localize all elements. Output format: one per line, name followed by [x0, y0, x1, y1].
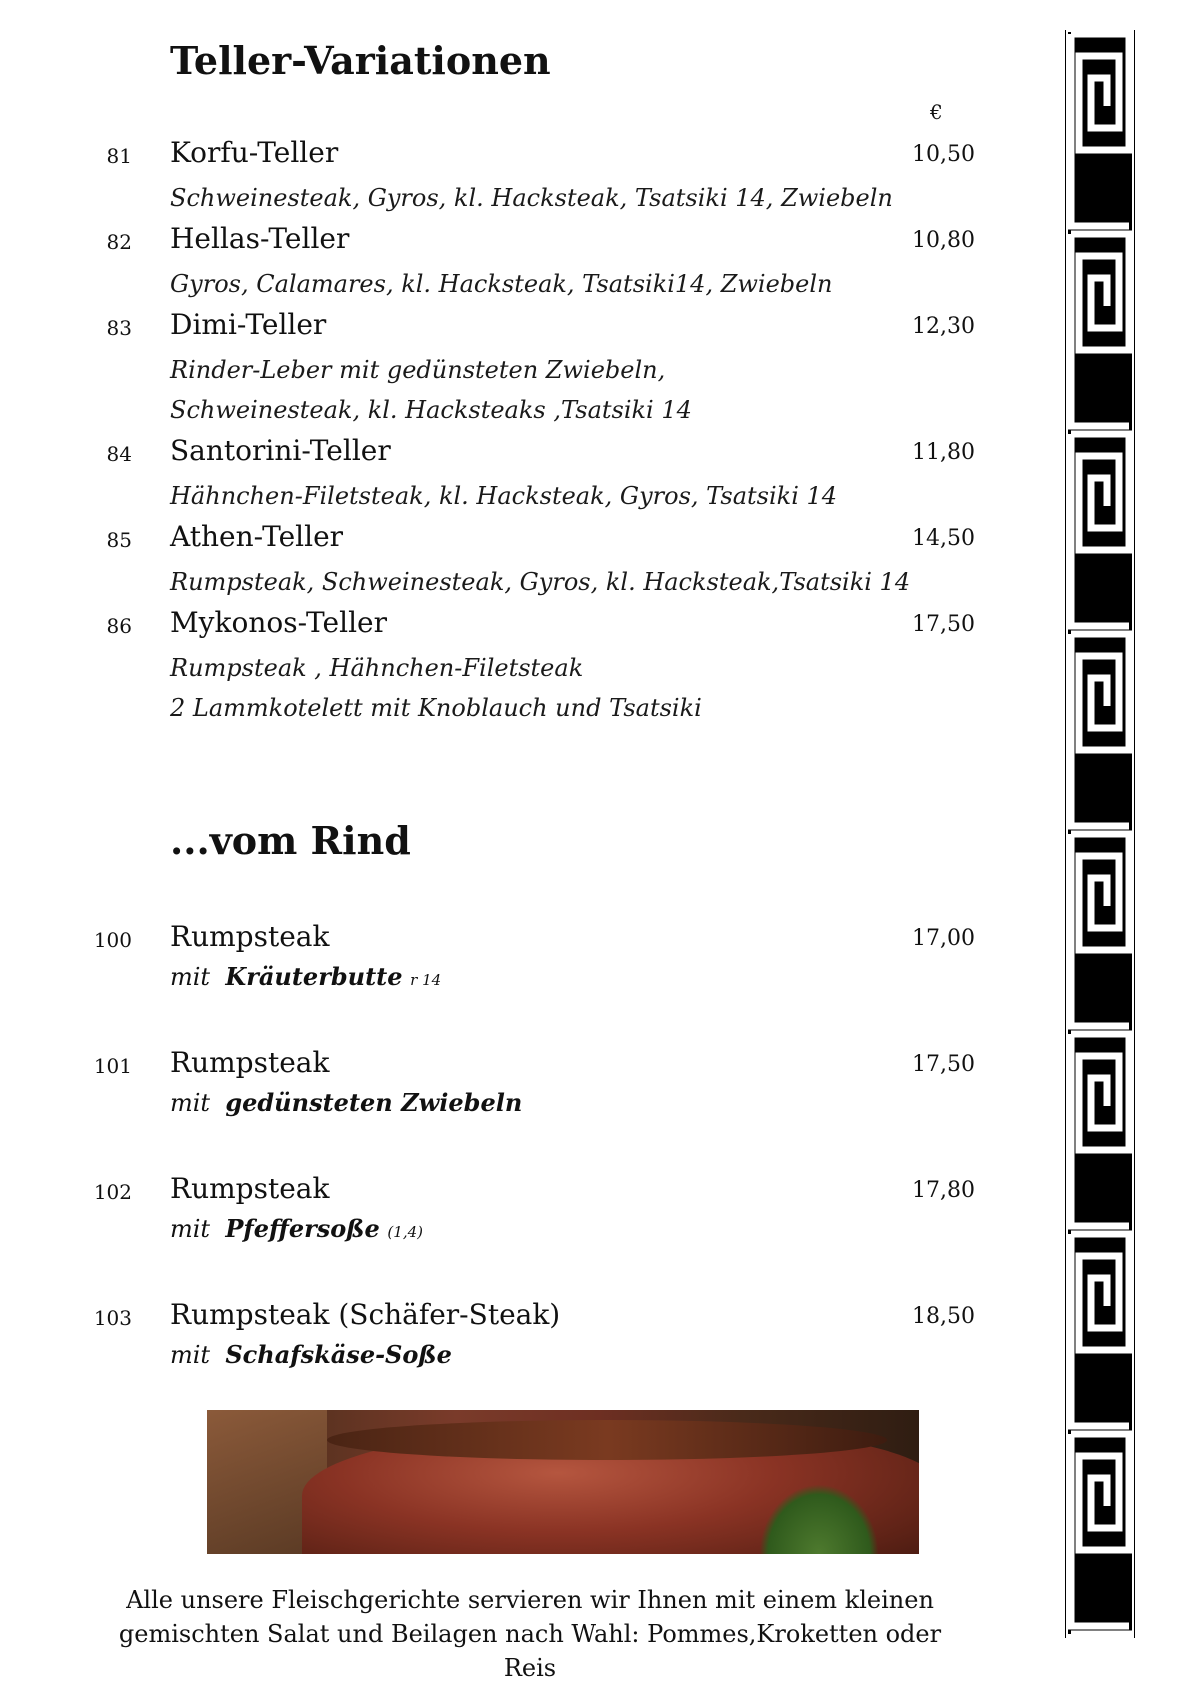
- section-title-rind: ...vom Rind: [170, 818, 411, 863]
- item-description: [170, 350, 692, 430]
- description-line: Hähnchen-Filetsteak, kl. Hacksteak, Gyros, Tsatsiki 14: [170, 482, 838, 510]
- meander-stroke: [1071, 34, 1129, 226]
- description-line: Schweinesteak, kl. Hacksteaks ,Tsatsiki 14: [170, 396, 692, 424]
- meander-stroke: [1071, 1434, 1129, 1626]
- rosemary-garnish: [759, 1484, 879, 1554]
- item-number: 101: [93, 1054, 132, 1078]
- item-number: 86: [106, 614, 132, 638]
- item-name: Rumpsteak: [170, 1172, 330, 1205]
- item-description: [170, 178, 893, 218]
- item-description: [170, 962, 441, 991]
- item-price: 18,50: [912, 1304, 975, 1329]
- item-description: [170, 1340, 452, 1369]
- item-description: [170, 1088, 522, 1117]
- meander-tile: [1071, 634, 1129, 826]
- meander-stroke: [1071, 1234, 1129, 1426]
- item-price: 17,50: [912, 1052, 975, 1077]
- meander-tile: [1071, 1034, 1129, 1226]
- description-line: Rinder-Leber mit gedünsteten Zwiebeln,: [170, 356, 666, 384]
- item-name: Mykonos-Teller: [170, 606, 387, 639]
- description-line: Gyros, Calamares, kl. Hacksteak, Tsatsiki14, Zwiebeln: [170, 270, 833, 298]
- description-sauce: Schafskäse-Soße: [225, 1340, 452, 1369]
- meander-tile: [1071, 1234, 1129, 1426]
- item-price: 11,80: [912, 440, 975, 465]
- meander-stroke: [1071, 1034, 1129, 1226]
- description-sauce: Kräuterbutte: [225, 962, 403, 991]
- item-name: Athen-Teller: [170, 520, 344, 553]
- meander-stroke: [1071, 434, 1129, 626]
- description-line: 2 Lammkotelett mit Knoblauch und Tsatsiki: [170, 694, 702, 722]
- item-price: 17,80: [912, 1178, 975, 1203]
- section-title-teller: Teller-Variationen: [170, 38, 551, 83]
- item-name: Rumpsteak: [170, 1046, 330, 1079]
- meander-stroke: [1071, 834, 1129, 1026]
- item-price: 14,50: [912, 526, 975, 551]
- description-prefix: mit: [170, 1089, 211, 1117]
- meander-tile: [1071, 1434, 1129, 1626]
- item-description: [170, 476, 837, 516]
- description-line: Rumpsteak, Schweinesteak, Gyros, kl. Hacksteak,Tsatsiki 14: [170, 568, 911, 596]
- allergen-note: r 14: [410, 971, 442, 989]
- item-price: 10,50: [912, 142, 975, 167]
- meander-stroke: [1071, 634, 1129, 826]
- item-name: Hellas-Teller: [170, 222, 350, 255]
- item-name: Korfu-Teller: [170, 136, 339, 169]
- steak-photo: [207, 1410, 919, 1554]
- description-line: Rumpsteak , Hähnchen-Filetsteak: [170, 654, 584, 682]
- allergen-note: (1,4): [387, 1223, 423, 1241]
- item-number: 83: [106, 316, 132, 340]
- description-prefix: mit: [170, 1215, 211, 1243]
- item-price: 17,00: [912, 926, 975, 951]
- item-name: Santorini-Teller: [170, 434, 391, 467]
- item-description: [170, 648, 702, 728]
- footer-line: Alle unsere Fleischgerichte servieren wir Ihnen mit einem kleinen: [126, 1586, 934, 1614]
- meander-tile: [1071, 434, 1129, 626]
- item-number: 82: [106, 230, 132, 254]
- item-description: [170, 562, 910, 602]
- meander-tile: [1071, 234, 1129, 426]
- footer-note: [90, 1583, 970, 1685]
- item-name: Rumpsteak (Schäfer-Steak): [170, 1298, 561, 1331]
- item-number: 85: [106, 528, 132, 552]
- item-description: [170, 1214, 423, 1243]
- meander-stroke: [1071, 234, 1129, 426]
- item-number: 81: [106, 144, 132, 168]
- description-sauce: Pfeffersoße: [225, 1214, 380, 1243]
- item-price: 17,50: [912, 612, 975, 637]
- item-price: 12,30: [912, 314, 975, 339]
- item-price: 10,80: [912, 228, 975, 253]
- description-prefix: mit: [170, 1341, 211, 1369]
- greek-key-border: [1065, 30, 1135, 1638]
- meander-tile: [1071, 34, 1129, 226]
- currency-symbol: €: [930, 100, 943, 124]
- item-number: 84: [106, 442, 132, 466]
- footer-line: gemischten Salat und Beilagen nach Wahl: Pommes,Kroketten oder Reis: [118, 1620, 942, 1682]
- meander-pattern-icon: [1065, 30, 1135, 1638]
- item-name: Rumpsteak: [170, 920, 330, 953]
- item-number: 102: [93, 1180, 132, 1204]
- description-sauce: gedünsteten Zwiebeln: [225, 1088, 523, 1117]
- item-name: Dimi-Teller: [170, 308, 327, 341]
- meander-tile: [1071, 834, 1129, 1026]
- item-number: 100: [93, 928, 132, 952]
- item-number: 103: [93, 1306, 132, 1330]
- steak-crust: [327, 1420, 887, 1460]
- description-prefix: mit: [170, 963, 211, 991]
- item-description: [170, 264, 833, 304]
- description-line: Schweinesteak, Gyros, kl. Hacksteak, Tsatsiki 14, Zwiebeln: [170, 184, 893, 212]
